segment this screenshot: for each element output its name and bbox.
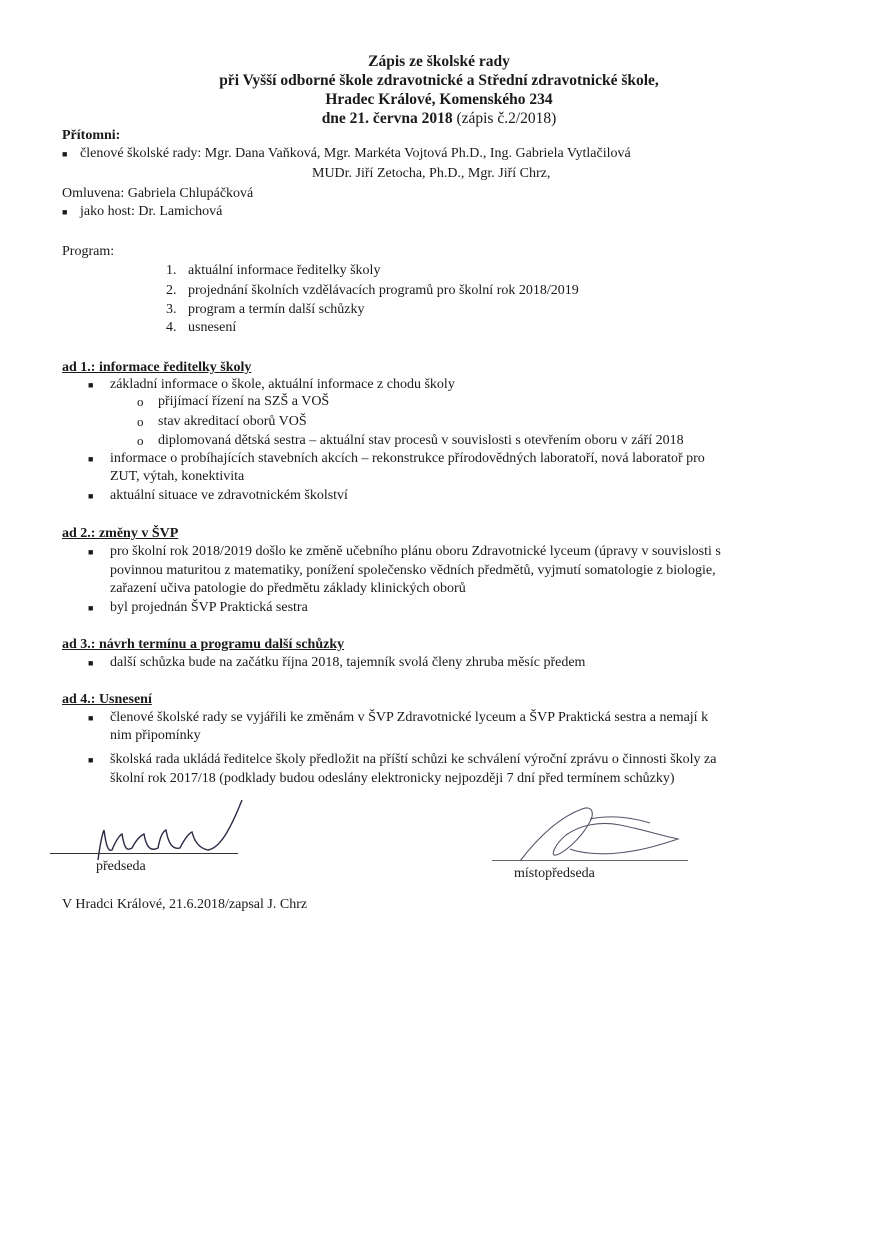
chair-signature-line [50, 853, 238, 854]
title-line-4 [0, 109, 878, 128]
bullet-icon: ■ [88, 491, 94, 501]
bullet-icon: ■ [88, 547, 94, 557]
section-1-subitem: přijímací řízení na SZŠ a VOŠ [158, 394, 330, 409]
circle-bullet-icon: o [137, 433, 144, 448]
present-heading: Přítomni: [62, 128, 121, 143]
meeting-date: dne 21. června 2018 [321, 110, 453, 127]
section-1-item: aktuální situace ve zdravotnickém školství [110, 488, 348, 503]
bullet-icon: ■ [88, 713, 94, 723]
section-2-heading: ad 2.: změny v ŠVP [62, 526, 179, 541]
vice-chair-label: místopředseda [514, 866, 595, 881]
program-item: usnesení [188, 320, 237, 335]
program-item: aktuální informace ředitelky školy [188, 263, 381, 278]
program-number: 1. [166, 263, 177, 278]
members-line-2: MUDr. Jiří Zetocha, Ph.D., Mgr. Jiří Chrz, [312, 166, 551, 181]
bullet-icon: ■ [88, 603, 94, 613]
section-2-item-cont: zařazení učiva patologie do předmětu základy klinických oborů [110, 581, 466, 596]
section-2-item: pro školní rok 2018/2019 došlo ke změně učebního plánu oboru Zdravotnické lyceum (úpravy v souvislosti s [110, 544, 721, 559]
circle-bullet-icon: o [137, 394, 144, 409]
vice-chair-signature-line [492, 860, 688, 861]
program-item: program a termín další schůzky [188, 302, 365, 317]
section-1-item: informace o probíhajících stavebních akcích – rekonstrukce přírodovědných laboratoří, nová laboratoř pro [110, 451, 705, 466]
minutes-number: (zápis č.2/2018) [452, 110, 557, 127]
program-number: 2. [166, 283, 177, 298]
bullet-icon: ■ [88, 658, 94, 668]
section-3-heading: ad 3.: návrh termínu a programu další schůzky [62, 637, 345, 652]
section-2-item: byl projednán ŠVP Praktická sestra [110, 600, 308, 615]
document-title [0, 52, 878, 128]
program-number: 4. [166, 320, 177, 335]
section-4-item: školská rada ukládá ředitelce školy předložit na příští schůzi ke schválení výroční zprávu o činnosti školy za [110, 752, 717, 767]
program-number: 3. [166, 302, 177, 317]
title-line-1: Zápis ze školské rady [368, 53, 510, 70]
guest-line: jako host: Dr. Lamichová [80, 204, 223, 219]
bullet-icon: ■ [88, 454, 94, 464]
title-line-2: při Vyšší odborné škole zdravotnické a Střední zdravotnické škole, [219, 72, 659, 89]
section-1-item-cont: ZUT, výtah, konektivita [110, 469, 245, 484]
place-date-recorder: V Hradci Králové, 21.6.2018/zapsal J. Chrz [62, 897, 308, 912]
title-line-3: Hradec Králové, Komenského 234 [325, 91, 553, 108]
bullet-icon: ■ [88, 380, 94, 390]
program-item: projednání školních vzdělávacích programů pro školní rok 2018/2019 [188, 283, 579, 298]
section-4-item-cont: školní rok 2017/18 (podklady budou odeslány elektronicky nejpozději 7 dní před termínem schůzky) [110, 771, 675, 786]
section-1-subitem: diplomovaná dětská sestra – aktuální stav procesů v souvislosti s otevřením oboru v září 2018 [158, 433, 684, 448]
section-3-item: další schůzka bude na začátku října 2018, tajemník svolá členy zhruba měsíc předem [110, 655, 586, 670]
program-heading: Program: [62, 244, 115, 259]
circle-bullet-icon: o [137, 414, 144, 429]
members-line-1: členové školské rady: Mgr. Dana Vaňková, Mgr. Markéta Vojtová Ph.D., Ing. Gabriela Vytlačilová [80, 146, 631, 161]
section-4-item-cont: nim připomínky [110, 728, 201, 743]
section-2-item-cont: povinnou maturitou z matematiky, ponížení společensko vědních předmětů, vyjmutí somatologie z biologie, [110, 563, 716, 578]
section-4-heading: ad 4.: Usnesení [62, 692, 152, 707]
bullet-icon: ■ [62, 207, 68, 217]
section-1-subitem: stav akreditací oborů VOŠ [158, 414, 307, 429]
section-1-item: základní informace o škole, aktuální informace z chodu školy [110, 377, 455, 392]
excused-line: Omluvena: Gabriela Chlupáčková [62, 186, 254, 201]
section-4-item: členové školské rady se vyjářili ke změnám v ŠVP Zdravotnické lyceum a ŠVP Praktická sestra a nemají k [110, 710, 709, 725]
bullet-icon: ■ [62, 149, 68, 159]
section-1-heading: ad 1.: informace ředitelky školy [62, 360, 252, 375]
chair-label: předseda [96, 859, 146, 874]
vice-chair-signature [500, 795, 700, 875]
bullet-icon: ■ [88, 755, 94, 765]
